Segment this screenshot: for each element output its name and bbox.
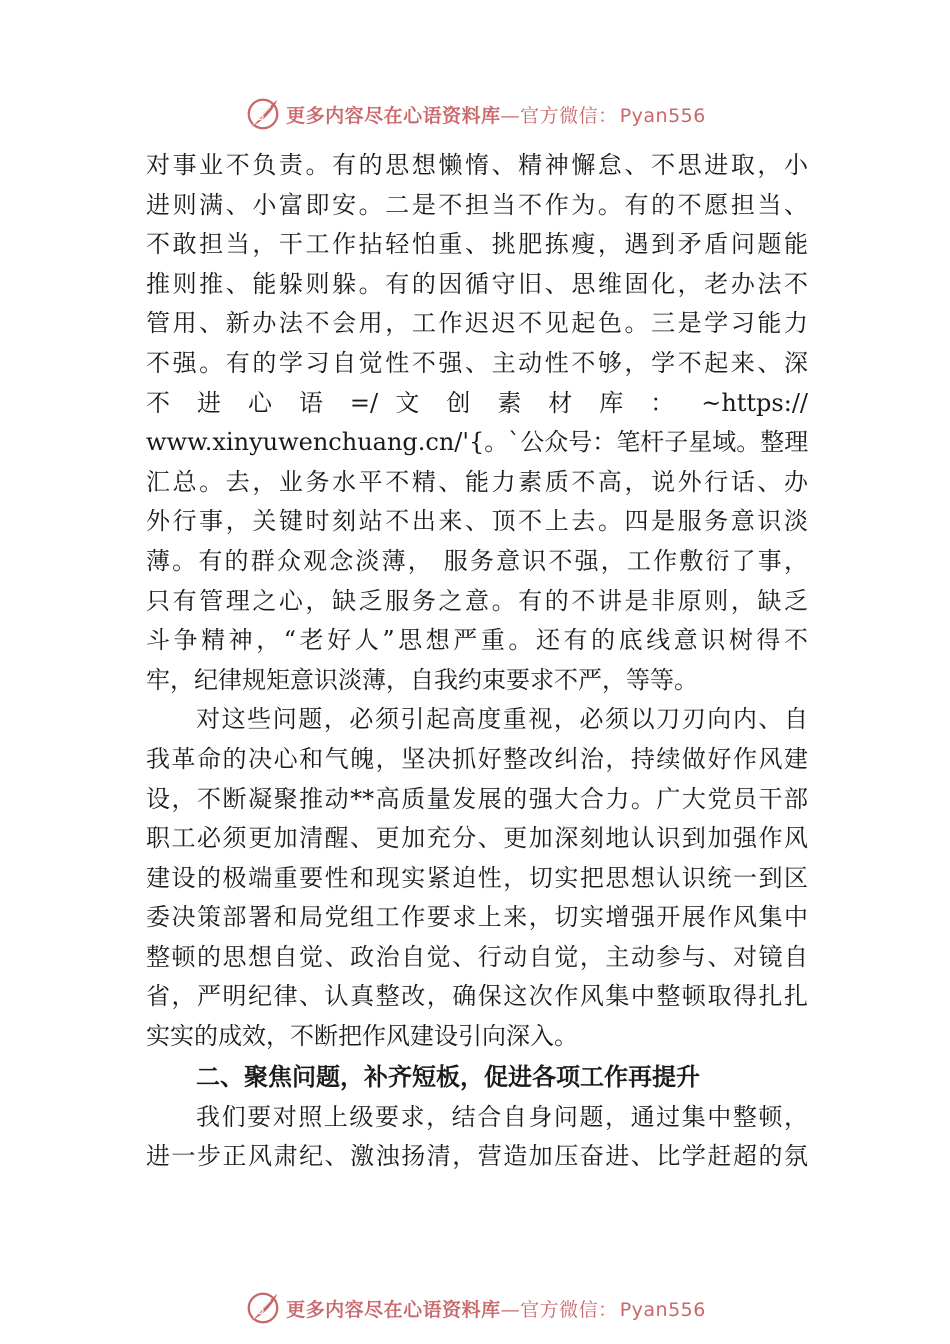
text-line: 对事业不负责。有的思想懒惰、精神懈怠、不思进取，小: [146, 151, 808, 179]
header-banner: [0, 92, 950, 136]
section-heading: 二、聚焦问题，补齐短板，促进各项工作再提升: [196, 1062, 700, 1091]
text-line: 牢，纪律规矩意识淡薄，自我约束要求不严，等等。: [146, 665, 698, 694]
paragraph-first-line: 对这些问题，必须引起高度重视，必须以刀刃向内、自: [196, 705, 808, 734]
text-line: 整顿的思想自觉、政治自觉、行动自觉，主动参与、对镜自: [146, 942, 808, 971]
text-line: 进一步正风肃纪、激浊扬清，营造加压奋进、比学赶超的氛: [146, 1142, 808, 1171]
text-line: 进则满、小富即安。二是不担当不作为。有的不愿担当、: [146, 190, 808, 219]
text-line: 不强。有的学习自觉性不强、主动性不够，学不起来、深: [146, 348, 808, 377]
header-banner-text: 更多内容尽在心语资料库—官方微信： Pyan556: [286, 104, 706, 127]
footer-banner: [0, 1286, 950, 1330]
text-line: 外行事，关键时刻站不出来、顶不上去。四是服务意识淡: [146, 507, 808, 536]
feather-pen-icon: [244, 95, 282, 133]
text-line: 不敢担当，干工作拈轻怕重、挑肥拣瘦，遇到矛盾问题能: [146, 230, 808, 259]
feather-pen-icon: [244, 1289, 282, 1327]
paragraph-first-line: 我们要对照上级要求，结合自身问题，通过集中整顿，: [196, 1102, 808, 1131]
document-body: [146, 146, 808, 1177]
text-line: 推则推、能躲则躲。有的因循守旧、思维固化，老办法不: [146, 269, 808, 298]
text-line: 建设的极端重要性和现实紧迫性，切实把思想认识统一到区: [146, 863, 808, 892]
footer-banner-text: 更多内容尽在心语资料库—官方微信： Pyan556: [286, 1298, 706, 1321]
text-line: 委决策部署和局党组工作要求上来，切实增强开展作风集中: [146, 903, 808, 932]
text-line: 只有管理之心，缺乏服务之意。有的不讲是非原则，缺乏: [146, 586, 808, 615]
text-line: 斗争精神，“老好人”思想严重。还有的底线意识树得不: [146, 626, 808, 655]
text-line: 薄。有的群众观念淡薄， 服务意识不强，工作敷衍了事，: [146, 546, 808, 575]
text-line: www.xinyuwenchuang.cn/'{。`公众号：笔杆子星域。整理: [146, 428, 808, 457]
text-line: 省，严明纪律、认真整改，确保这次作风集中整顿取得扎扎: [146, 982, 808, 1011]
text-line: 汇总。去，业务水平不精、能力素质不高，说外行话、办: [146, 467, 808, 496]
text-line: 职工必须更加清醒、更加充分、更加深刻地认识到加强作风: [146, 824, 808, 853]
text-line: 不 进 心 语 =/ 文 创 素 材 库 ： ~https://: [146, 388, 808, 417]
text-line: 实实的成效，不断把作风建设引向深入。: [146, 1022, 578, 1051]
text-line: 设，不断凝聚推动**高质量发展的强大合力。广大党员干部: [146, 784, 808, 813]
text-line: 我革命的决心和气魄，坚决抓好整改纠治，持续做好作风建: [146, 744, 808, 773]
text-line: 管用、新办法不会用，工作迟迟不见起色。三是学习能力: [146, 309, 808, 338]
